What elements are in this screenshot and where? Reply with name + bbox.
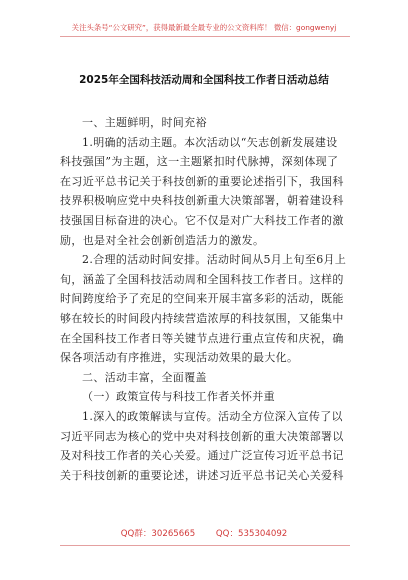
paragraph-line: 科技强国”为主题，这一主题紧扣时代脉搏，深刻体现了 — [60, 155, 339, 169]
paragraph-line: 旬，涵盖了全国科技活动周和全国科技工作者日。这样的 — [60, 272, 344, 286]
paragraph-line: 及对科技工作者的关心关爱。通过广泛宣传习近平总书记 — [60, 449, 344, 463]
section-heading-2: 二、活动丰富，全面覆盖 — [82, 370, 207, 384]
footer-contact — [0, 527, 408, 539]
paragraph-line: 1.明确的活动主题。本次活动以“矢志创新发展建设 — [82, 135, 338, 149]
footer-divider — [60, 545, 350, 546]
paragraph-line: 够在较长的时间段内持续营造浓厚的科技氛围，又能集中 — [60, 311, 344, 325]
document-body — [60, 113, 348, 485]
paragraph-line: 保各项活动有序推进，实现活动效果的最大化。 — [60, 351, 299, 365]
header-divider — [60, 36, 350, 37]
paragraph-line: 技强国目标奋进的决心。它不仅是对广大科技工作者的激 — [60, 213, 344, 227]
paragraph-line: 技界积极响应党中央科技创新重大决策部署，朝着建设科 — [60, 194, 344, 208]
section-heading-1: 一、主题鲜明，时间充裕 — [82, 116, 207, 129]
paragraph-line: 在习近平总书记关于科技创新的重要论述指引下，我国科 — [60, 174, 344, 188]
footer-qq-group: QQ群：30265665 — [120, 529, 196, 539]
header-banner: 关注头条号“公文研究”，获得最新最全最专业的公文资料库！ 微信：gongwenyj — [71, 23, 337, 32]
paragraph-line: 时间跨度给予了充足的空间来开展丰富多彩的活动，既能 — [60, 292, 344, 306]
paragraph-line: 2.合理的活动时间安排。活动时间从5月上旬至6月上 — [82, 253, 347, 267]
subsection-heading: （一）政策宣传与科技工作者关怀并重 — [82, 390, 275, 404]
paragraph-line: 习近平同志为核心的党中央对科技创新的重大决策部署以 — [60, 429, 344, 443]
paragraph-line: 关于科技创新的重要论述，讲述习近平总书记关心关爱科 — [60, 468, 344, 482]
paragraph-line: 在全国科技工作者日等关键节点进行重点宣传和庆祝，确 — [60, 331, 344, 345]
paragraph-line: 1.深入的政策解读与宣传。活动全方位深入宣传了以 — [82, 409, 343, 423]
document-title: 2025年全国科技活动周和全国科技工作者日活动总结 — [79, 74, 329, 86]
paragraph-line: 励，也是对全社会创新创造活力的激发。 — [60, 233, 265, 247]
footer-qq: QQ：535304092 — [215, 529, 288, 539]
